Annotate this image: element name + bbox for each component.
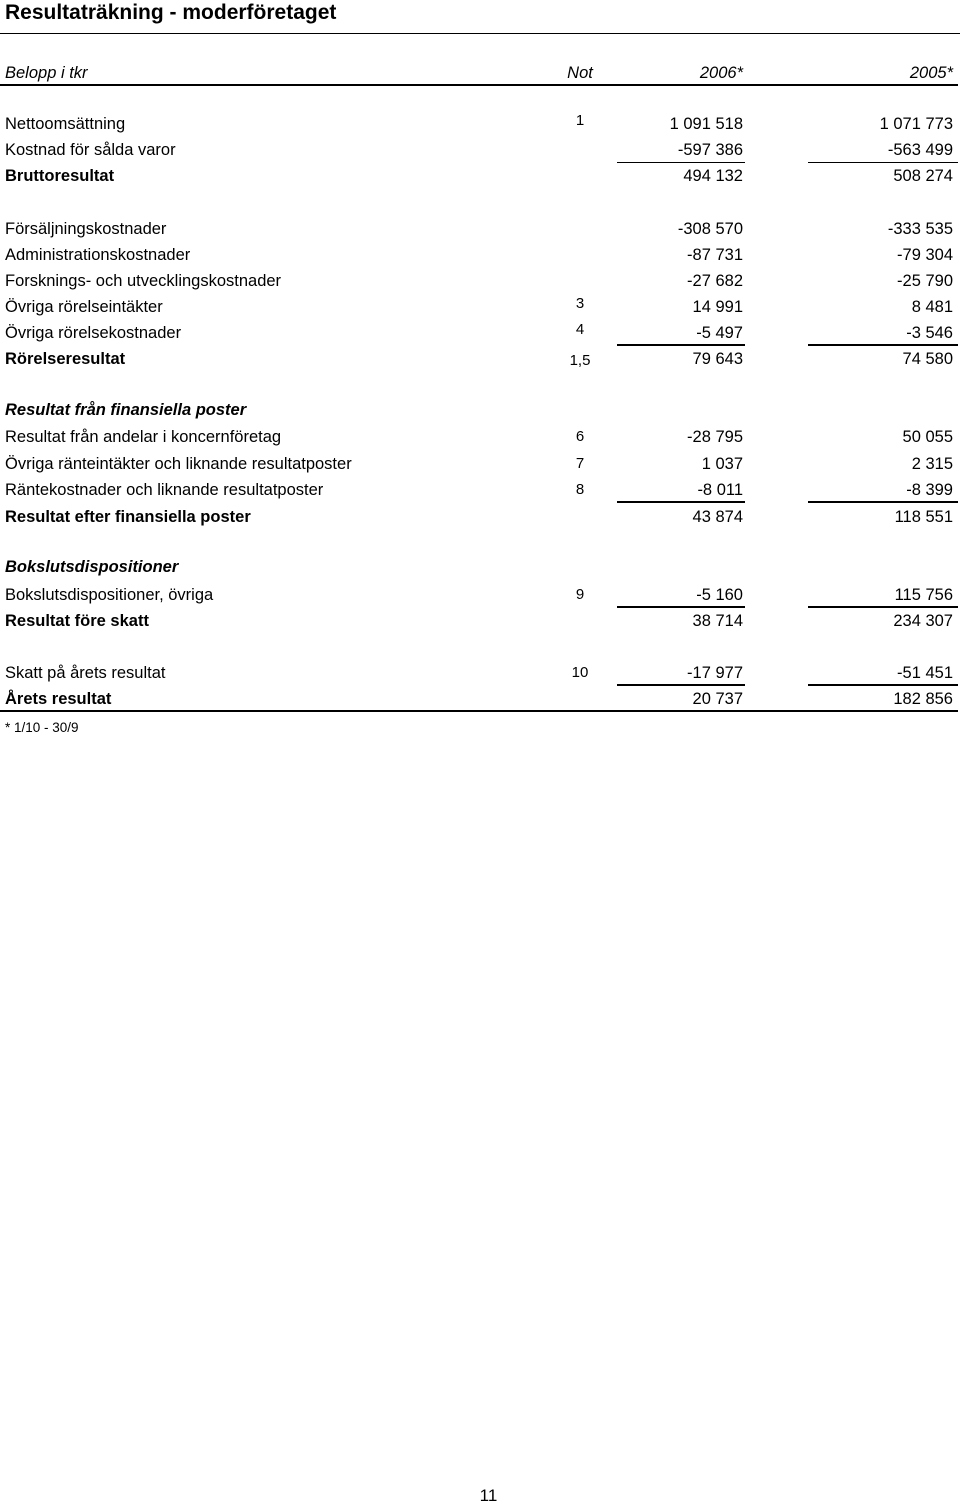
row-label: Skatt på årets resultat xyxy=(5,664,166,682)
table-row xyxy=(0,270,960,292)
row-value-2005: -3 546 xyxy=(906,324,953,342)
row-value-2005: -563 499 xyxy=(887,141,953,159)
table-row xyxy=(0,453,960,475)
row-label: Kostnad för sålda varor xyxy=(5,141,176,159)
row-note: 4 xyxy=(575,321,585,338)
row-value-2006: -308 570 xyxy=(677,220,743,238)
section-heading xyxy=(0,556,960,578)
row-note: 7 xyxy=(575,455,585,472)
table-row xyxy=(0,584,960,606)
table-row xyxy=(0,165,960,187)
row-note: 1 xyxy=(575,112,585,129)
title-underline xyxy=(0,33,960,34)
row-value-2006: 1 091 518 xyxy=(669,115,743,133)
row-value-2006: -5 497 xyxy=(696,324,743,342)
row-label: Övriga rörelseintäkter xyxy=(5,298,163,316)
row-value-2006: -8 011 xyxy=(697,481,743,499)
row-value-2006: 43 874 xyxy=(692,508,743,526)
table-bottom-rule xyxy=(0,710,958,712)
row-value-2005: 1 071 773 xyxy=(879,115,953,133)
table-row xyxy=(0,426,960,448)
table-row xyxy=(0,506,960,528)
row-label: Nettoomsättning xyxy=(5,115,126,133)
row-value-2005: -8 399 xyxy=(906,481,953,499)
row-value-2006: -597 386 xyxy=(677,141,743,159)
footnote: * 1/10 - 30/9 xyxy=(5,720,79,735)
row-value-2006: 494 132 xyxy=(683,167,743,185)
subtotal-rule-2006 xyxy=(617,501,745,503)
table-row xyxy=(0,610,960,632)
row-label: Resultat efter finansiella poster xyxy=(5,508,251,526)
table-row xyxy=(0,296,960,318)
row-value-2005: 8 481 xyxy=(911,298,953,316)
row-value-2005: -79 304 xyxy=(897,246,953,264)
row-value-2006: 1 037 xyxy=(701,455,743,473)
row-value-2006: 79 643 xyxy=(692,350,743,368)
page-title: Resultaträkning - moderföretaget xyxy=(5,1,337,24)
row-label: Övriga ränteintäkter och liknande resultatposter xyxy=(5,455,352,473)
section-heading-label: Bokslutsdispositioner xyxy=(5,558,179,576)
row-value-2005: 50 055 xyxy=(902,428,953,446)
row-label: Resultat före skatt xyxy=(5,612,149,630)
row-value-2005: 118 551 xyxy=(894,508,953,526)
subtotal-rule-2006 xyxy=(617,606,745,608)
row-label: Rörelseresultat xyxy=(5,350,126,368)
row-value-2006: -28 795 xyxy=(687,428,743,446)
section-heading-label: Resultat från finansiella poster xyxy=(5,401,247,419)
row-value-2006: 20 737 xyxy=(692,690,743,708)
row-label: Räntekostnader och liknande resultatposter xyxy=(5,481,324,499)
row-note: 1,5 xyxy=(569,352,591,369)
row-note: 9 xyxy=(575,586,585,603)
row-value-2006: 14 991 xyxy=(692,298,743,316)
subtotal-rule-2006 xyxy=(617,162,745,163)
row-value-2005: 115 756 xyxy=(894,586,953,604)
subtotal-rule-2005 xyxy=(808,162,958,163)
row-value-2005: -51 451 xyxy=(897,664,953,682)
table-row xyxy=(0,348,960,370)
row-label: Bokslutsdispositioner, övriga xyxy=(5,586,214,604)
row-note: 6 xyxy=(575,428,585,445)
header-underline xyxy=(0,84,958,86)
row-label: Forsknings- och utvecklingskostnader xyxy=(5,272,282,290)
subtotal-rule-2006 xyxy=(617,684,745,686)
subtotal-rule-2005 xyxy=(808,684,958,686)
table-row xyxy=(0,113,960,135)
row-note: 10 xyxy=(571,664,589,681)
subtotal-rule-2005 xyxy=(808,606,958,608)
header-year-2006: 2006* xyxy=(699,64,743,82)
row-value-2006: -87 731 xyxy=(687,246,743,264)
row-label: Resultat från andelar i koncernföretag xyxy=(5,428,282,446)
row-note: 3 xyxy=(575,295,585,312)
page-number: 11 xyxy=(479,1486,498,1505)
row-value-2005: 74 580 xyxy=(902,350,953,368)
header-unit-label: Belopp i tkr xyxy=(5,64,88,82)
table-row xyxy=(0,244,960,266)
row-value-2005: -333 535 xyxy=(887,220,953,238)
subtotal-rule-2006 xyxy=(617,344,745,346)
row-label: Försäljningskostnader xyxy=(5,220,167,238)
table-row xyxy=(0,322,960,344)
header-year-2005: 2005* xyxy=(909,64,953,82)
table-header xyxy=(0,62,960,84)
row-value-2005: 2 315 xyxy=(911,455,953,473)
table-row xyxy=(0,688,960,710)
table-row xyxy=(0,662,960,684)
row-label: Övriga rörelsekostnader xyxy=(5,324,182,342)
header-note: Not xyxy=(567,64,593,82)
section-heading xyxy=(0,399,960,421)
row-value-2006: 38 714 xyxy=(692,612,743,630)
table-row xyxy=(0,479,960,501)
row-value-2006: -27 682 xyxy=(687,272,743,290)
row-label: Bruttoresultat xyxy=(5,167,115,185)
table-row xyxy=(0,218,960,240)
subtotal-rule-2005 xyxy=(808,501,958,503)
row-note: 8 xyxy=(575,481,585,498)
row-value-2006: -17 977 xyxy=(687,664,743,682)
table-row xyxy=(0,139,960,161)
row-value-2005: 508 274 xyxy=(893,167,953,185)
row-value-2005: 182 856 xyxy=(893,690,953,708)
row-value-2005: -25 790 xyxy=(897,272,953,290)
row-label: Administrationskostnader xyxy=(5,246,191,264)
row-value-2005: 234 307 xyxy=(893,612,953,630)
row-value-2006: -5 160 xyxy=(696,586,743,604)
row-label: Årets resultat xyxy=(5,690,112,708)
subtotal-rule-2005 xyxy=(808,344,958,346)
